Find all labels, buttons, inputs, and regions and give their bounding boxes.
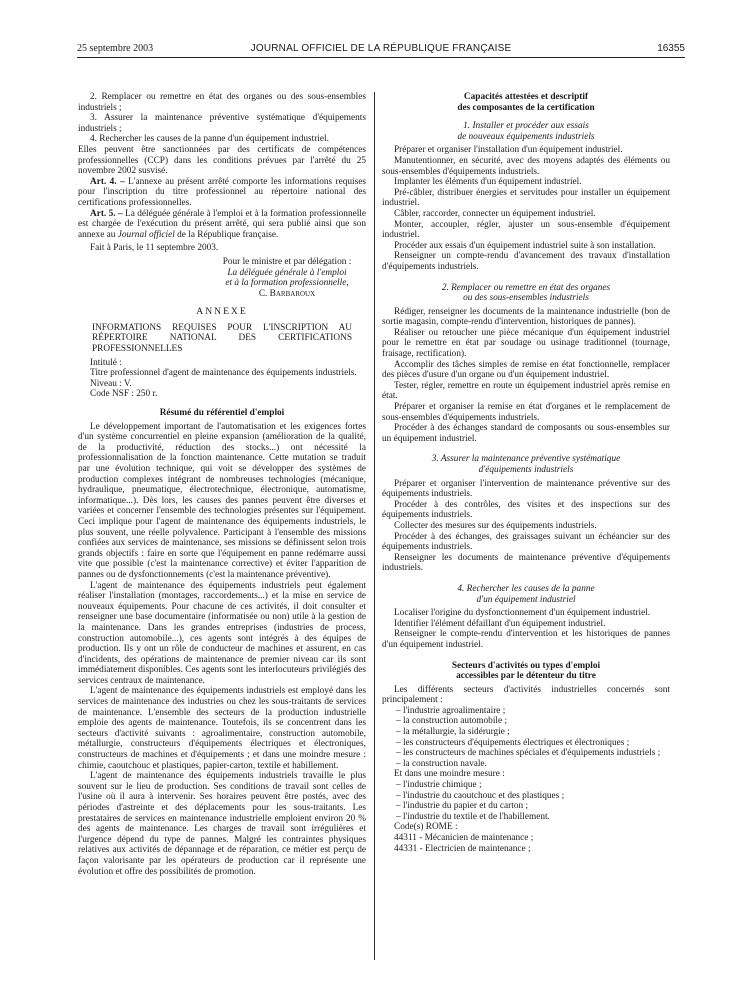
sector-list-item: – l'industrie agroalimentaire ; (396, 705, 506, 716)
header-title: JOURNAL OFFICIEL DE LA RÉPUBLIQUE FRANÇAISE (250, 43, 512, 54)
section-4-title-1: 4. Rechercher les causes de la panne (457, 583, 595, 594)
header-date: 25 septembre 2003 (77, 43, 154, 54)
sector-list-item: – la construction automobile ; (396, 716, 508, 727)
item-2: 2. Remplacer ou remettre en état des organes ou des sous-ensembles industriels ; (78, 92, 366, 113)
annexe-heading: ANNEXE (196, 306, 248, 318)
left-column (78, 92, 366, 877)
resume-paragraph-4: L'agent de maintenance des équipements industriels travaille le plus souvent sur le lieu de production. Ses conditions de travail sont celles de l'usine où il aura à intervenir. Ses horaires peuvent être postés, avec des périodes d'astreinte et des déplacements pour les sous-traitants. Les prestataires de services en maintenance industrielle emploient environ 20 % des agents de maintenance. Les charges de travail sont irrégulières et l'urgence dépend du type de pannes. Malgré les contraintes physiques relatives aux activités de dépannage et de réparation, ce métier est perçu de façon valorisante par les opérateurs de production car il représente une évolution et offre des possibilités de promotion. (78, 771, 366, 877)
minor-sector-item: – l'industrie chimique ; (396, 780, 482, 791)
s1-item: Procéder aux essais d'un équipement industriel suite à son installation. (394, 240, 656, 251)
resume-paragraph-1: Le développement important de l'automatisation et les exigences fortes d'un système concurrentiel en pleine expansion (amélioration de la qualité, de la productivité, réduction des stocks...) ont nécessité la professionnalisation de la fonction maintenance. Cette mutation se traduit par une évolution technique, qui voit se développer des systèmes de production complexes intégrant de nombreuses technologies (mécanique, hydraulique, pneumatique, électrotechnique, électronique, automatisme, informatique...). Dès lors, les causes des pannes peuvent être diverses et variées et concerner l'ensemble des technologies présentes sur l'équipement. Ceci implique pour l'agent de maintenance des équipements industriels, le plus souvent, une réelle polyvalence. Participant à l'ensemble des missions confiées aux services de maintenance, ses missions se définissent selon trois grands objectifs : faire en sorte que l'équipement en panne redémarre aussi vite que possible (c'est la maintenance corrective) et éviter l'apparition de pannes ou de dysfonctionnements (c'est la maintenance préventive). (78, 421, 366, 580)
minor-sector-item: – l'industrie du textile et de l'habillement. (396, 811, 550, 822)
sector-list-item: – la métallurgie, la sidérurgie ; (396, 727, 510, 738)
sector-list-item: – la construction navale. (396, 758, 487, 769)
s3-item: Collecter des mesures sur des équipements industriels. (394, 520, 597, 531)
s1-item: Monter, accoupler, régler, ajuster un sous-ensemble d'équipement industriel. (382, 219, 670, 241)
ccp-paragraph: Elles peuvent être sanctionnées par des certificats de compétences professionnelles (CCP) dans les conditions prévues par l'arrêté du 25 novembre 2002 susvisé. (78, 144, 366, 177)
moindre-mesure: Et dans une moindre mesure : (394, 769, 505, 780)
article-4-label: Art. 4. – (90, 176, 125, 187)
s2-item: Tester, régler, remettre en route un équipement industriel après remise en état. (382, 380, 670, 402)
info-heading: INFORMATIONS REQUISES POUR L'INSCRIPTION AU RÉPERTOIRE NATIONAL DES CERTIFICATIONS PROFESSIONNELLES (92, 322, 352, 355)
item-4: 4. Rechercher les causes de la panne d'un équipement industriel. (90, 134, 329, 145)
s3-item: Procéder à des contrôles, des visites et des inspections sur des équipements industriels. (382, 499, 670, 521)
rome-code: 44311 - Mécanicien de maintenance ; (394, 833, 534, 843)
section-1-title-2: de nouveaux équipements industriels (457, 131, 595, 142)
article-5 (78, 209, 366, 241)
s3-item: Procéder à des échanges, des graissages suivant un échéancier sur des équipements industriels. (382, 531, 670, 553)
signature-line-3: et à la formation professionnelle, (225, 278, 349, 289)
s1-item: Pré-câbler, distribuer énergies et servitudes pour installer un équipement industriel. (382, 187, 670, 209)
secteurs-heading-1: Secteurs d'activités ou types d'emploi (451, 660, 601, 671)
s2-item: Accomplir des tâches simples de remise en état fonctionnelle, remplacer des pièces d'usure d'un organe ou d'un équipement industriel. (382, 359, 670, 381)
s2-item: Procéder à des échanges standard de composants ou sous-ensembles sur un équipement industriel. (382, 423, 670, 444)
s4-item: Localiser l'origine du dysfonctionnement d'un équipement industriel. (394, 608, 651, 619)
resume-heading: Résumé du référentiel d'emploi (159, 408, 285, 419)
s2-item: Rédiger, renseigner les documents de la maintenance industrielle (bon de sortie magasin, compte-rendu d'intervention, historiques de pannes). (382, 306, 670, 328)
article-4-text: L'annexe au présent arrêté comporte les informations requises pour l'inscription du titre professionnel au répertoire national des certifications professionnelles. (78, 176, 367, 208)
item-3: 3. Assurer la maintenance préventive systématique d'équipements industriels ; (78, 113, 366, 134)
resume-paragraph-2: L'agent de maintenance des équipements industriels peut également réaliser l'installation (montages, raccordements...) et la mise en service de nouveaux équipements. Pour chacune de ces activités, il doit consulter et renseigner une base documentaire (informatisée ou non) utile à la gestion de la maintenance. Dans les grandes entreprises (industries de process, construction automobile...), ces agents sont intégrés à des équipes de production. Ils y ont un rôle de conducteur de machines et assurent, en cas d'incidents, des opérations de maintenance de premier niveau car ils sont immédiatement disponibles. Ces agents sont les interlocuteurs privilégiés des services centraux de maintenance. (78, 580, 366, 686)
sector-list-item: – les constructeurs d'équipements électriques et électroniques ; (396, 737, 630, 748)
minor-sector-item: – l'industrie du papier et du carton ; (396, 801, 529, 812)
fait-a-paris: Fait à Paris, le 11 septembre 2003. (90, 243, 219, 254)
signature-line-1: Pour le ministre et par délégation : (222, 256, 352, 267)
capacites-heading-1: Capacités attestées et descriptif (463, 92, 589, 102)
section-1-title-1: 1. Installer et procéder aux essais (463, 121, 589, 132)
intitule-label: Intitulé : (90, 357, 122, 368)
column-divider (374, 92, 375, 960)
journal-officiel-ref: Journal officiel (117, 229, 175, 240)
section-2-title-1: 2. Remplacer ou remettre en état des organes (441, 282, 611, 293)
page-number: 16355 (657, 43, 685, 54)
s1-item: Implanter les éléments d'un équipement industriel. (394, 177, 582, 188)
section-3-title-1: 3. Assurer la maintenance préventive systématique (431, 454, 621, 465)
s4-item: Renseigner le compte-rendu d'intervention et les historiques de pannes d'un équipement industriel. (382, 629, 670, 650)
section-2-title-2: ou des sous-ensembles industriels (463, 293, 589, 304)
secteurs-heading-2: accessibles par le détenteur du titre (456, 671, 596, 682)
s2-item: Réaliser ou retoucher une pièce mécanique d'un équipement industriel pour le remettre en état par soudage ou usinage traditionnel (tournage, fraisage, rectification). (382, 327, 670, 360)
resume-paragraph-3: L'agent de maintenance des équipements industriels est employé dans les services de maintenance des industries ou chez les sous-traitants de services de maintenance. L'ensemble des secteurs de la production industrielle emploie des agents de maintenance. Toutefois, ils se concentrent dans les secteurs d'activité suivants : agroalimentaire, construction automobile, métallurgie, constructeurs d'équipements électriques et électroniques, constructeurs de machines et d'équipements ; et dans une moindre mesure : chimie, caoutchouc et plastiques, papier-carton, textile et habillement. (78, 686, 366, 771)
signature-line-2: La déléguée générale à l'emploi (227, 267, 347, 278)
title-name: Titre professionnel d'agent de maintenance des équipements industriels. (90, 368, 357, 379)
s3-item: Préparer et organiser l'intervention de maintenance préventive sur des équipements industriels. (382, 478, 670, 500)
article-5-text: La déléguée générale à l'emploi et à la formation professionnelle est chargée de l'exécution du présent arrêté, qui sera publié ainsi que son annexe au (78, 208, 367, 240)
capacites-heading-2: des composantes de la certification (457, 102, 595, 113)
s3-item: Renseigner les documents de maintenance préventive d'équipements industriels. (382, 552, 670, 574)
rome-code: 44331 - Electricien de maintenance ; (394, 843, 531, 854)
niveau: Niveau : V. (90, 378, 132, 389)
right-column (382, 92, 670, 854)
section-4-title-2: d'un équipement industriel (476, 594, 576, 605)
section-3-title-2: d'équipements industriels (478, 465, 574, 475)
s1-item: Préparer et organiser l'installation d'un équipement industriel. (394, 145, 623, 156)
secteurs-intro: Les différents secteurs d'activités industrielles concernés sont principalement : (382, 684, 670, 706)
header-rule (77, 57, 685, 58)
s1-item: Manutentionner, en sécurité, avec des moyens adaptés des éléments ou sous-ensembles d'équipements industriels. (382, 155, 670, 177)
article-5-end: de la République française. (177, 229, 279, 240)
s1-item: Renseigner un compte-rendu d'avancement des travaux d'installation d'équipements industriels. (382, 251, 670, 272)
s2-item: Préparer et organiser la remise en état d'organes et le remplacement de sous-ensembles d'équipements industriels. (382, 402, 670, 423)
s1-item: Câbler, raccorder, connecter un équipement industriel. (394, 208, 596, 219)
signatory-name: C. Barbaroux (258, 288, 316, 299)
sector-list-item: – les constructeurs de machines spéciales et d'équipements industriels ; (396, 748, 661, 759)
article-4 (78, 177, 366, 209)
minor-sector-item: – l'industrie du caoutchouc et des plastiques ; (396, 790, 565, 801)
code-nsf: Code NSF : 250 r. (90, 389, 158, 400)
rome-label: Code(s) ROME : (394, 822, 458, 833)
article-5-label: Art. 5. – (90, 208, 123, 219)
s4-item: Identifier l'élément défaillant d'un équipement industriel. (394, 618, 606, 629)
